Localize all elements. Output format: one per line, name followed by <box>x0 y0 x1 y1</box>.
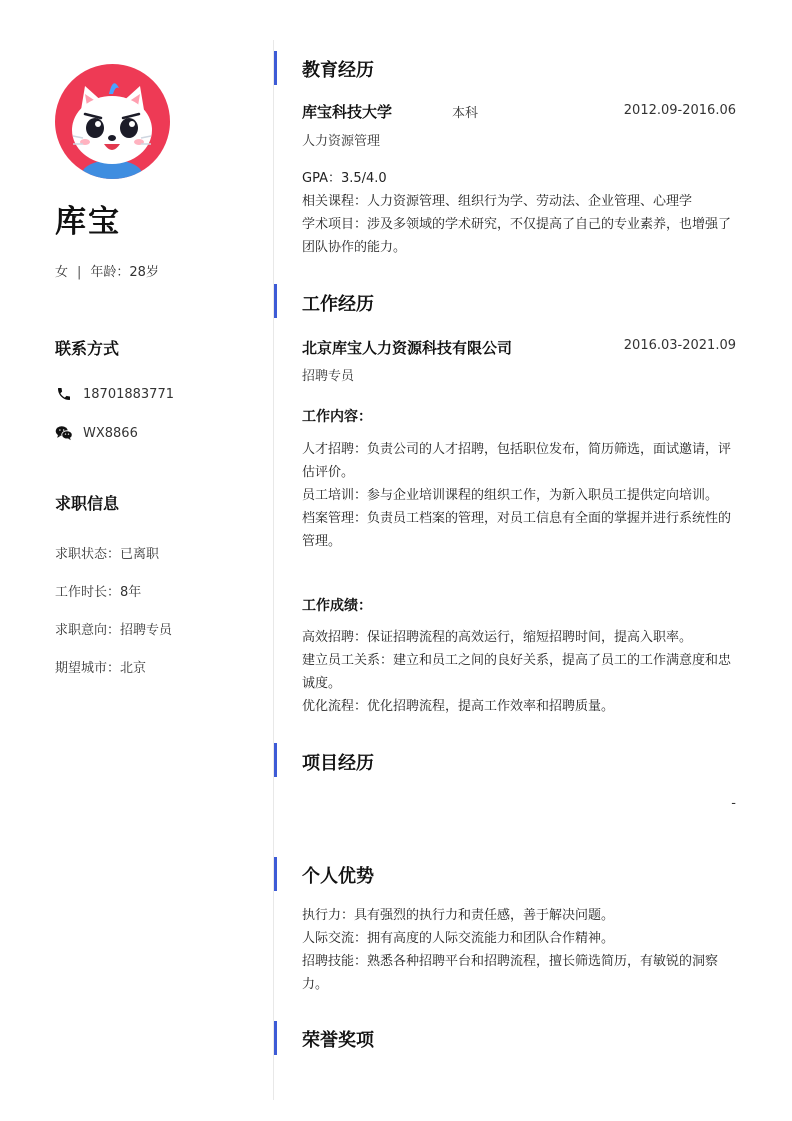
contact-phone <box>55 385 174 403</box>
achievement-item: 优化流程：优化招聘流程，提高工作效率和招聘质量。 <box>302 699 615 714</box>
section-accent-bar <box>274 743 277 777</box>
education-title: 教育经历 <box>302 60 374 81</box>
expected-city: 期望城市：北京 <box>55 661 147 676</box>
phone-number: 18701883771 <box>83 386 174 402</box>
work-title: 工作经历 <box>302 294 374 315</box>
strengths-list <box>302 904 738 996</box>
education-period: 2012.09-2016.06 <box>623 103 736 118</box>
achievements-title: 工作成绩： <box>302 598 372 614</box>
basic-info <box>55 261 159 280</box>
academic-project: 学术项目：涉及多领域的学术研究，不仅提高了自己的专业素养，也增强了团队协作的能力。 <box>302 217 732 255</box>
degree: 本科 <box>452 106 479 121</box>
strength-item: 执行力：具有强烈的执行力和责任感，善于解决问题。 <box>302 908 615 923</box>
contact-title: 联系方式 <box>55 339 120 358</box>
work-content-item: 员工培训：参与企业培训课程的组织工作，为新入职员工提供定向培训。 <box>302 488 719 503</box>
projects-title: 项目经历 <box>302 753 374 774</box>
phone-icon <box>55 385 73 403</box>
courses: 相关课程：人力资源管理、组织行为学、劳动法、企业管理、心理学 <box>302 194 693 209</box>
candidate-name: 库宝 <box>55 204 121 240</box>
achievement-item: 建立员工关系：建立和员工之间的良好关系，提高了员工的工作满意度和忠诚度。 <box>302 653 732 691</box>
contact-wechat <box>55 424 138 442</box>
work-content-title: 工作内容： <box>302 409 372 425</box>
work-content <box>302 438 738 553</box>
work-period: 2016.03-2021.09 <box>623 338 736 353</box>
strength-item: 招聘技能：熟悉各种招聘平台和招聘流程，擅长筛选简历，有敏锐的洞察力。 <box>302 954 719 992</box>
section-accent-bar <box>274 51 277 85</box>
sidebar <box>0 0 272 1121</box>
achievement-item: 高效招聘：保证招聘流程的高效运行，缩短招聘时间，提高入职率。 <box>302 630 693 645</box>
gpa: GPA：3.5/4.0 <box>302 171 387 186</box>
section-accent-bar <box>274 1021 277 1055</box>
age: 年龄：28岁 <box>90 265 159 280</box>
wechat-id: WX8866 <box>83 425 138 441</box>
wechat-icon <box>55 424 73 442</box>
company-name: 北京库宝人力资源科技有限公司 <box>302 339 513 357</box>
strength-item: 人际交流：拥有高度的人际交流能力和团队合作精神。 <box>302 931 615 946</box>
education-details <box>302 167 738 259</box>
job-intention: 求职意向：招聘专员 <box>55 623 173 638</box>
honors-title: 荣誉奖项 <box>302 1030 374 1051</box>
work-years: 工作时长：8年 <box>55 585 142 600</box>
major: 人力资源管理 <box>302 134 381 149</box>
position: 招聘专员 <box>302 369 355 384</box>
gender: 女 <box>55 265 69 280</box>
separator: | <box>77 265 82 280</box>
section-accent-bar <box>274 284 277 318</box>
section-accent-bar <box>274 857 277 891</box>
strengths-title: 个人优势 <box>302 866 374 887</box>
main-content <box>274 0 792 1121</box>
work-content-item: 档案管理：负责员工档案的管理，对员工信息有全面的掌握并进行系统性的管理。 <box>302 511 732 549</box>
job-info-title: 求职信息 <box>55 494 120 513</box>
job-status: 求职状态：已离职 <box>55 547 160 562</box>
work-achievements <box>302 626 738 718</box>
work-content-item: 人才招聘：负责公司的人才招聘，包括职位发布，简历筛选，面试邀请，评估评价。 <box>302 442 732 480</box>
avatar <box>55 64 170 179</box>
school-name: 库宝科技大学 <box>302 103 393 121</box>
cat-mascot-icon <box>55 64 170 179</box>
projects-placeholder: - <box>731 796 736 811</box>
